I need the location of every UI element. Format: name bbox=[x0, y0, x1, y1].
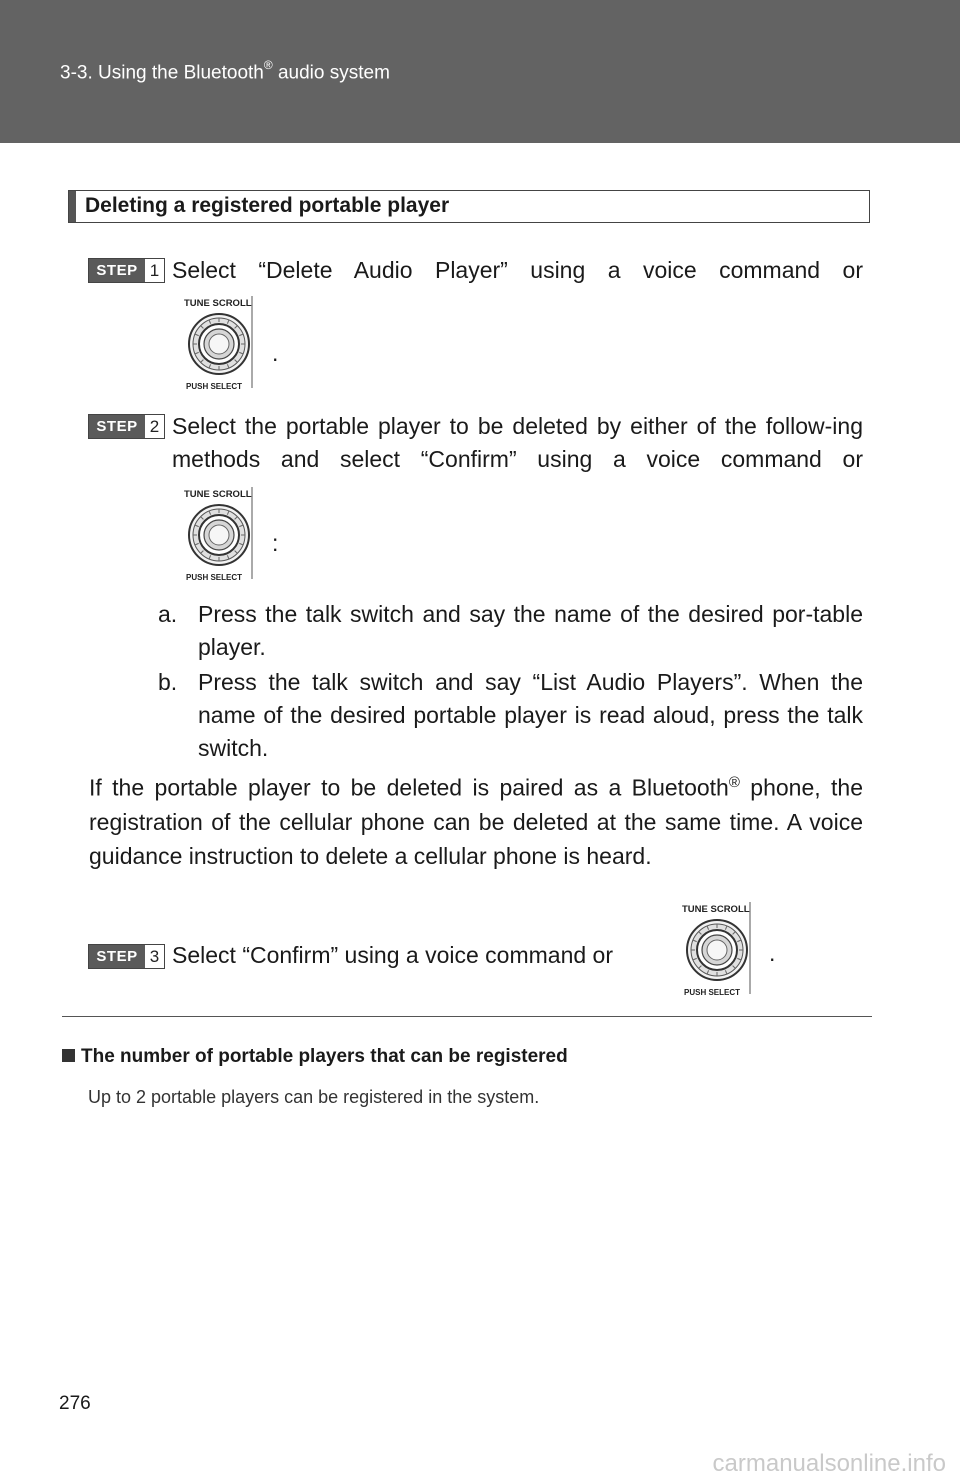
tune-scroll-knob-icon bbox=[180, 292, 260, 392]
title-accent-bar bbox=[69, 191, 76, 222]
square-bullet-icon bbox=[62, 1049, 75, 1062]
tune-scroll-knob-icon bbox=[180, 483, 260, 583]
step-1-period: . bbox=[272, 340, 279, 366]
note-body: Up to 2 portable players can be registered in the system. bbox=[88, 1087, 540, 1107]
step-1-text: Select “Delete Audio Player” using a voice command or bbox=[172, 257, 863, 283]
step-2-badge: STEP 2 bbox=[88, 414, 165, 439]
page-header bbox=[0, 0, 960, 143]
step-3-badge: STEP 3 bbox=[88, 944, 165, 969]
section-title: Deleting a registered portable player bbox=[85, 194, 450, 217]
svg-text:PUSH SELECT: PUSH SELECT bbox=[186, 573, 243, 582]
svg-text:TUNE SCROLL: TUNE SCROLL bbox=[184, 489, 252, 500]
bluetooth-paragraph: If the portable player to be deleted is paired as a Bluetooth® phone, the registration of the cellular phone can be deleted at the same time. A voice guidance instruction to delete a cellular phone is heard. bbox=[89, 774, 864, 869]
step-1-badge: STEP 1 bbox=[88, 258, 165, 283]
watermark: carmanualsonline.info bbox=[712, 1450, 946, 1477]
step-2-colon: : bbox=[272, 530, 279, 556]
step-2-text: Select the portable player to be deleted by either of the follow-ing methods and select “Confirm” using a voice command or bbox=[172, 413, 863, 472]
divider bbox=[62, 1016, 872, 1017]
list-item: a. Press the talk switch and say the name of the desired por-table player. bbox=[158, 601, 863, 660]
svg-text:PUSH SELECT: PUSH SELECT bbox=[684, 988, 741, 997]
svg-text:PUSH SELECT: PUSH SELECT bbox=[186, 382, 243, 391]
section-title-box bbox=[68, 190, 870, 223]
svg-text:TUNE SCROLL: TUNE SCROLL bbox=[682, 904, 750, 915]
header-section-label: 3-3. Using the Bluetooth® audio system bbox=[60, 58, 390, 84]
tune-scroll-knob-icon bbox=[678, 898, 758, 998]
note-title: The number of portable players that can be registered bbox=[62, 1046, 568, 1068]
list-item: b. Press the talk switch and say “List Audio Players”. When the name of the desired portable player is read aloud, press the talk switch. bbox=[158, 669, 863, 761]
page-number: 276 bbox=[59, 1393, 91, 1414]
svg-text:TUNE SCROLL: TUNE SCROLL bbox=[184, 298, 252, 309]
step-3-text: Select “Confirm” using a voice command or bbox=[172, 942, 613, 968]
step-3-period: . bbox=[769, 940, 776, 966]
